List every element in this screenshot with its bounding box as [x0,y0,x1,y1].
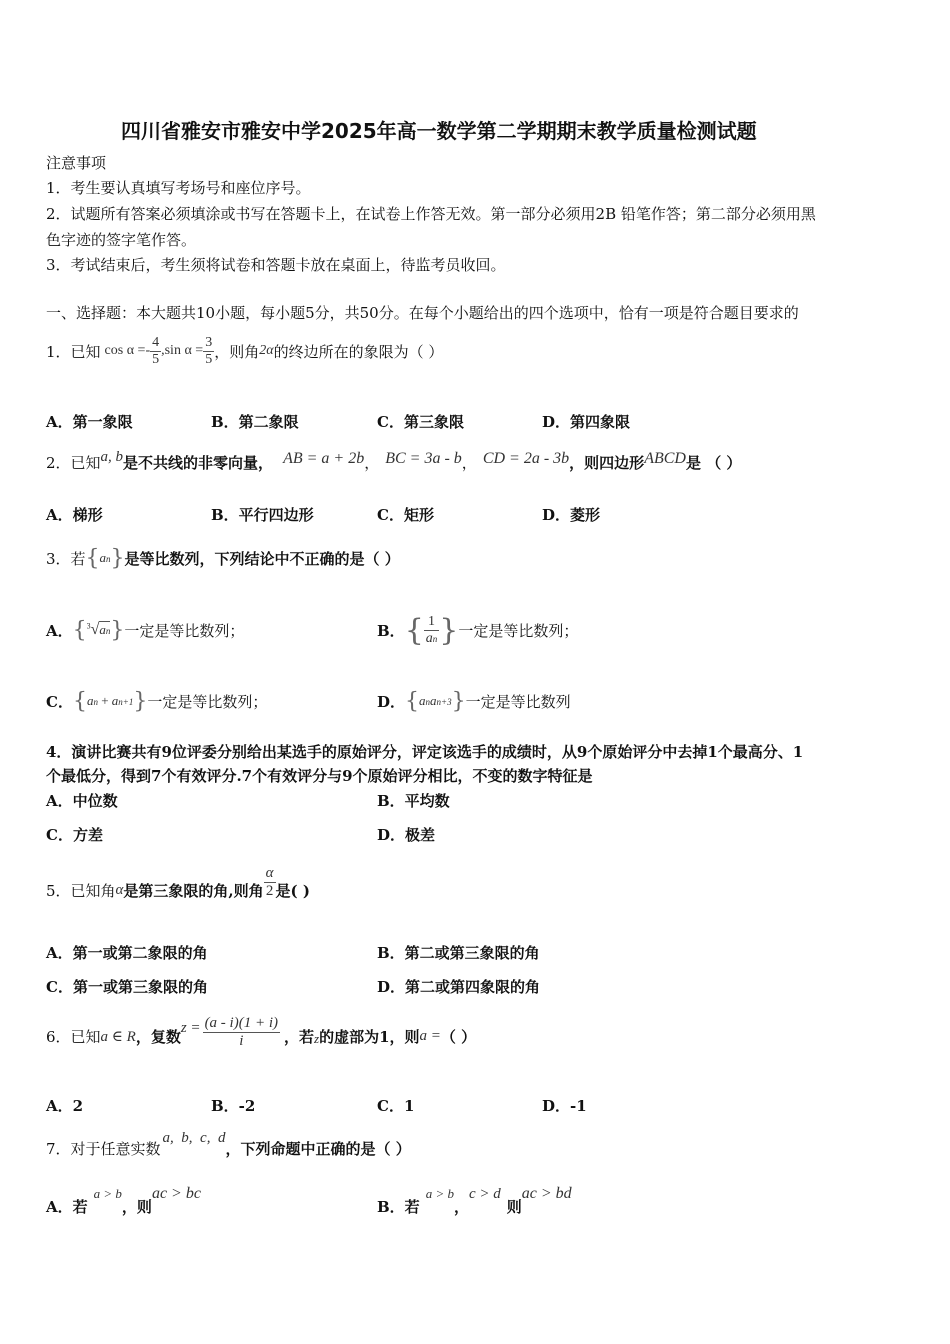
math-z: z [314,1031,320,1046]
option-d: D．极差 [377,826,436,844]
question-5 [46,858,310,922]
fraction [424,614,440,647]
math-condition: c > d [468,1185,501,1202]
question-text: 3．若 [46,549,86,568]
option-d: D．-1 [542,1097,587,1115]
notice-item: 3．考试结束后，考生须将试卷和答题卡放在桌面上，待监考员收回。 [46,256,506,274]
brace-left-icon: { [72,688,87,714]
math-alpha: α [115,881,124,898]
option-c: C．1 [377,1097,415,1115]
question-text: 1．已知 [46,342,101,361]
question-text: 7．对于任意实数 [46,1139,161,1158]
option-text: 一定是等比数列； [147,692,268,711]
option-text: 一定是等比数列； [124,621,245,640]
brace-left-icon: { [405,688,420,714]
math-expr: BC = 3a - b [385,449,462,467]
option-label: B． [377,621,405,640]
question-text: 5．已知角 [46,881,116,900]
question-text: 是 （ ） [685,454,742,472]
option-b: B．-2 [211,1097,256,1115]
fraction-denominator: 5 [205,351,213,367]
question-text: 的虚部为1，则 [319,1027,420,1046]
question-text: 2．已知 [46,454,101,472]
seq-var: a [430,693,437,708]
seq-sub: n [432,633,438,644]
option-a: A．梯形 [46,506,103,524]
option-b: B．平行四边形 [211,506,314,524]
math-cos: cos α =- [104,343,151,358]
seq-sub: n [105,626,111,636]
option-text: ，则 [121,1197,152,1216]
option-c: C．矩形 [377,506,434,524]
option-text: 一定是等比数列； [458,621,579,640]
option-c: C．方差 [46,826,103,844]
question-text: 是( ) [275,881,310,900]
fraction-numerator: 3 [205,334,213,350]
seq-var: a [111,693,119,708]
option-d: D．第二或第四象限的角 [377,978,541,996]
brace-left-icon: { [404,612,424,648]
option-text: 则 [506,1197,522,1216]
question-4-line1: 4．演讲比赛共有9位评委分别给出某选手的原始评分，评定该选手的成绩时，从9个原始评分中去掉1个最高分、1 [46,743,804,761]
option-c: C．第三象限 [377,413,464,431]
question-2: 2．已知 a, b 是不共线的非零向量， AB = a + 2b ， BC = 3a - b ， CD = 2a - 3b ，则四边形 ABCD 是 （ ） [46,449,742,472]
question-text: ，则四边形 [569,454,645,472]
question-text: 是不共线的非零向量， [123,454,274,472]
math-z: z = [180,1019,201,1036]
seq-sub: n [93,697,98,707]
page-title: 四川省雅安市雅安中学2025年高一数学第二学期期末教学质量检测试题 [121,119,757,143]
option-a: A．中位数 [46,792,118,810]
seq-var: a [419,693,426,708]
question-3 [46,538,400,578]
option-a [46,1186,201,1226]
option-b: B．若 a > b ， c > d 则 ac > bd [377,1185,572,1216]
seq-var: a [99,622,106,637]
seq-sub: n+1 [118,697,134,707]
question-text: ，则角 [214,342,260,361]
brace-right-icon: } [110,545,125,571]
notice-item: 色字迹的签字笔作答。 [46,231,197,249]
brace-right-icon: } [110,617,125,643]
option-b: B．第二或第三象限的角 [377,944,540,962]
fraction-denominator: i [239,1032,244,1049]
option-a: A．第一或第二象限的角 [46,944,208,962]
math-product [419,693,452,709]
option-label: B．若 [377,1197,420,1216]
math-condition: a ∈ R [100,1028,136,1045]
math-condition: a > b [425,1186,454,1201]
seq-sub: n [425,697,431,707]
fraction-numerator: 1 [424,614,440,631]
math-sum: an + an+1 [86,693,134,708]
seq-var: a [86,693,94,708]
brace-left-icon: { [72,617,87,643]
seq-var: a [99,550,107,565]
option-label: C． [46,692,73,711]
fraction [203,1015,280,1050]
brace-left-icon: { [85,545,100,571]
question-text: ，若 [284,1027,315,1046]
brace-right-icon: } [439,612,459,648]
math-sin: ,sin α = [161,343,204,358]
option-c: C．第一或第三象限的角 [46,978,208,996]
fraction-denominator: 2 [265,882,274,899]
math-vars: a, b [100,449,124,465]
math-quad: ABCD [644,449,686,467]
question-4-line2: 个最低分，得到7个有效评分.7个有效评分与9个原始评分相比，不变的数字特征是 [46,767,593,785]
math-condition: a > b [93,1186,122,1201]
option-text: 一定是等比数列 [465,692,571,711]
math-a: a = [419,1027,441,1044]
option-b: B．第二象限 [211,413,299,431]
brace-right-icon: } [133,688,148,714]
question-7 [46,1128,411,1168]
option-b [377,597,578,663]
fraction [264,865,276,900]
option-a: A．2 [46,1097,84,1115]
question-text: 6．已知 [46,1027,101,1046]
fraction [203,335,214,368]
option-d: D．菱形 [542,506,601,524]
math-root: $^3$√an [86,621,111,638]
question-6 [46,1008,476,1064]
option-label: A． [46,621,73,640]
section-heading: 一、选择题：本大题共10小题，每小题5分，共50分。在每个小题给出的四个选项中，恰有一项是符合题目要求的 [46,304,799,322]
question-text: 是等比数列，下列结论中不正确的是（ ） [124,549,400,568]
fraction-numerator: 4 [152,334,160,350]
math-expr: CD = 2a - 3b [482,449,570,467]
notice-item: 2．试题所有答案必须填涂或书写在答题卡上，在试卷上作答无效。第一部分必须用2B 铅笔作答；第二部分必须用黑 [46,205,816,223]
option-label: D． [377,692,406,711]
option-d [377,680,571,722]
fraction-denominator: 5 [152,351,160,367]
fraction-numerator: (a - i)(1 + i) [204,1014,278,1031]
question-1 [46,326,443,376]
brace-right-icon: } [451,688,466,714]
notice-item: 1．考生要认真填写考场号和座位序号。 [46,179,311,197]
option-d: D．第四象限 [542,413,631,431]
fraction [150,335,161,368]
fraction-numerator: α [265,864,274,881]
option-b: B．平均数 [377,792,450,810]
question-text: ，下列命题中正确的是（ ） [225,1139,411,1158]
root-index: 3 [86,621,91,631]
seq-var: a [425,630,433,646]
option-a: A．第一象限 [46,413,133,431]
math-seq [100,550,111,566]
option-a [46,605,244,655]
question-text: ，复数 [135,1027,181,1046]
math-vars: a, b, c, d [162,1129,226,1146]
question-text: 的终边所在的象限为（ ） [273,342,444,361]
math-conclusion: ac > bc [151,1185,201,1202]
math-angle: 2α [259,343,274,358]
seq-sub: n+3 [436,697,452,707]
option-label: A．若 [46,1197,88,1216]
fraction-denominator [424,631,440,647]
math-conclusion: ac > bd [521,1185,572,1202]
seq-sub: n [106,554,111,564]
notice-heading: 注意事项 [46,154,107,172]
math-expr: AB = a + 2b [283,449,365,467]
option-c [46,680,267,722]
question-text: （ ） [440,1027,477,1046]
question-text: 是第三象限的角,则角 [123,881,264,900]
